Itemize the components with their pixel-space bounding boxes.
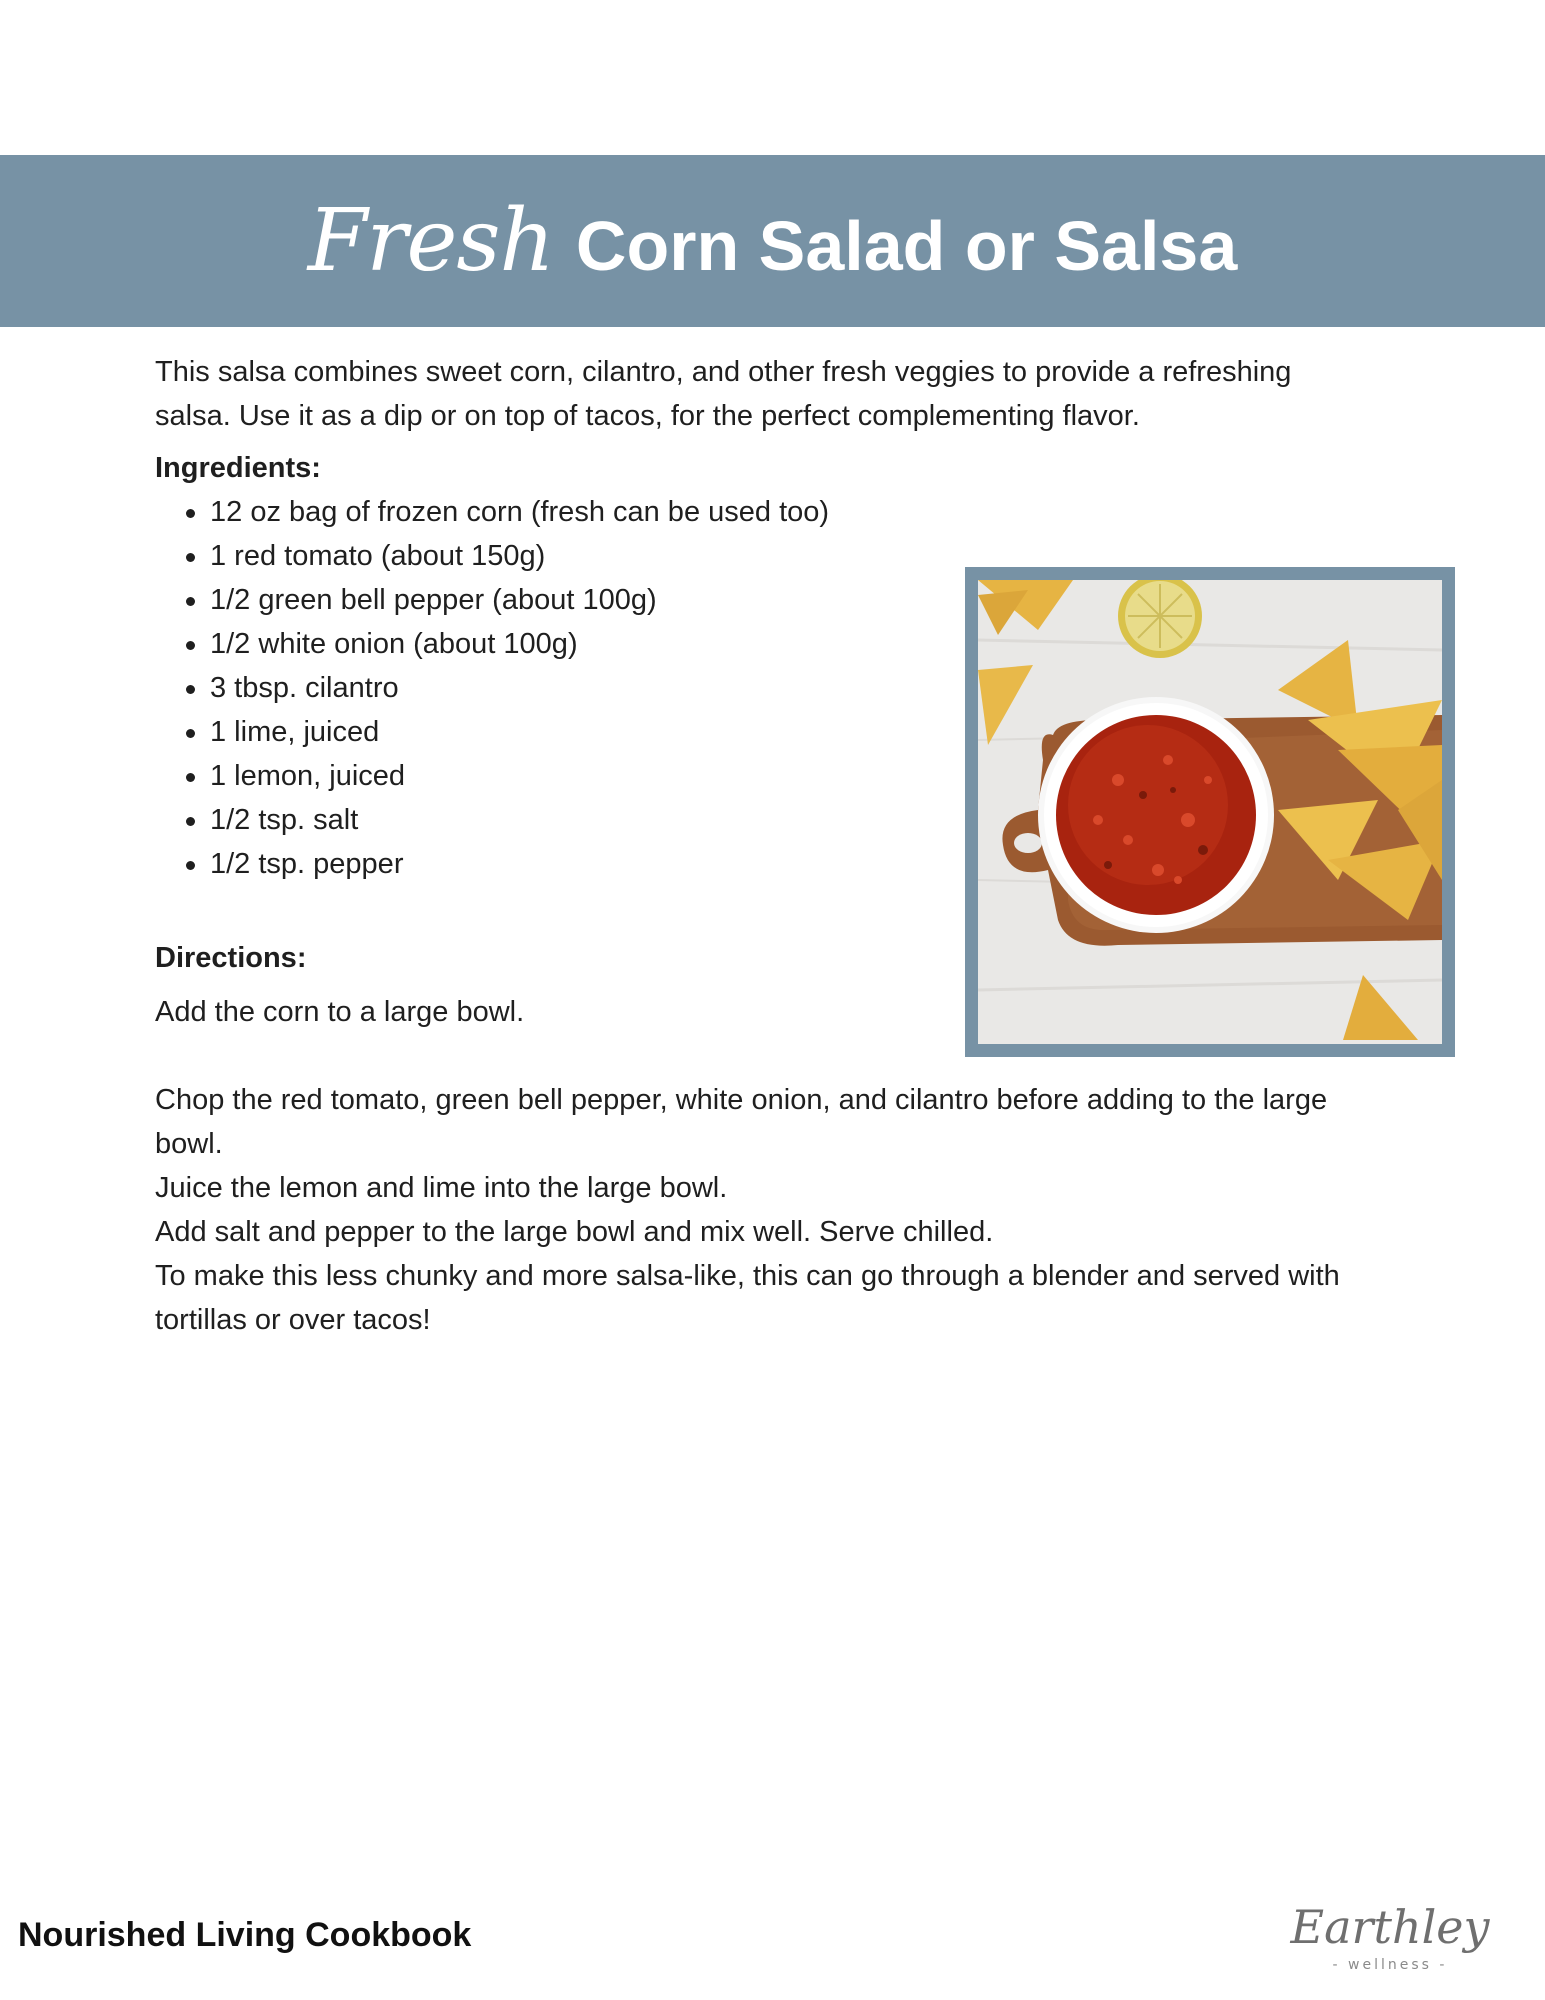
ingredient-item: 1 lime, juiced: [210, 710, 1395, 754]
ingredient-item: 12 oz bag of frozen corn (fresh can be used too): [210, 490, 1395, 534]
ingredients-heading: Ingredients:: [155, 452, 321, 484]
direction-step: Add salt and pepper to the large bowl and mix well. Serve chilled.: [155, 1216, 994, 1248]
earthley-logo-mark: [1285, 1895, 1495, 1975]
ingredient-item: 1/2 tsp. salt: [210, 798, 1395, 842]
intro-paragraph: This salsa combines sweet corn, cilantro, and other fresh veggies to provide a refreshing salsa. Use it as a dip or on top of tacos, for the perfect complementing flavor.: [155, 356, 1292, 432]
title-banner: [0, 155, 1545, 327]
logo-wordmark: Earthley: [1290, 1900, 1490, 1954]
cookbook-name: Nourished Living Cookbook: [18, 1916, 472, 1954]
direction-step: Chop the red tomato, green bell pepper, white onion, and cilantro before adding to the large bowl.: [155, 1084, 1328, 1160]
ingredient-item: 1/2 green bell pepper (about 100g): [210, 578, 1395, 622]
salsa-illustration: [978, 580, 1442, 1044]
title-script-word: Fresh: [307, 191, 554, 291]
logo-tagline: - wellness -: [1332, 1957, 1448, 1973]
page-title: [308, 191, 1238, 291]
ingredient-item: 1 lemon, juiced: [210, 754, 1395, 798]
earthley-logo: [1285, 1895, 1495, 1975]
direction-step: Juice the lemon and lime into the large bowl.: [155, 1172, 728, 1204]
direction-step: Add the corn to a large bowl.: [155, 996, 525, 1028]
directions-heading: Directions:: [155, 942, 307, 974]
ingredient-item: 3 tbsp. cilantro: [210, 666, 1395, 710]
ingredient-item: 1 red tomato (about 150g): [210, 534, 1395, 578]
title-main-text: Corn Salad or Salsa: [575, 207, 1238, 285]
ingredient-item: 1/2 tsp. pepper: [210, 842, 1395, 886]
ingredient-item: 1/2 white onion (about 100g): [210, 622, 1395, 666]
salsa-photo-frame: [965, 567, 1455, 1057]
salsa-photo: [978, 580, 1442, 1044]
direction-step: To make this less chunky and more salsa-like, this can go through a blender and served with tortillas or over tacos!: [155, 1260, 1340, 1336]
